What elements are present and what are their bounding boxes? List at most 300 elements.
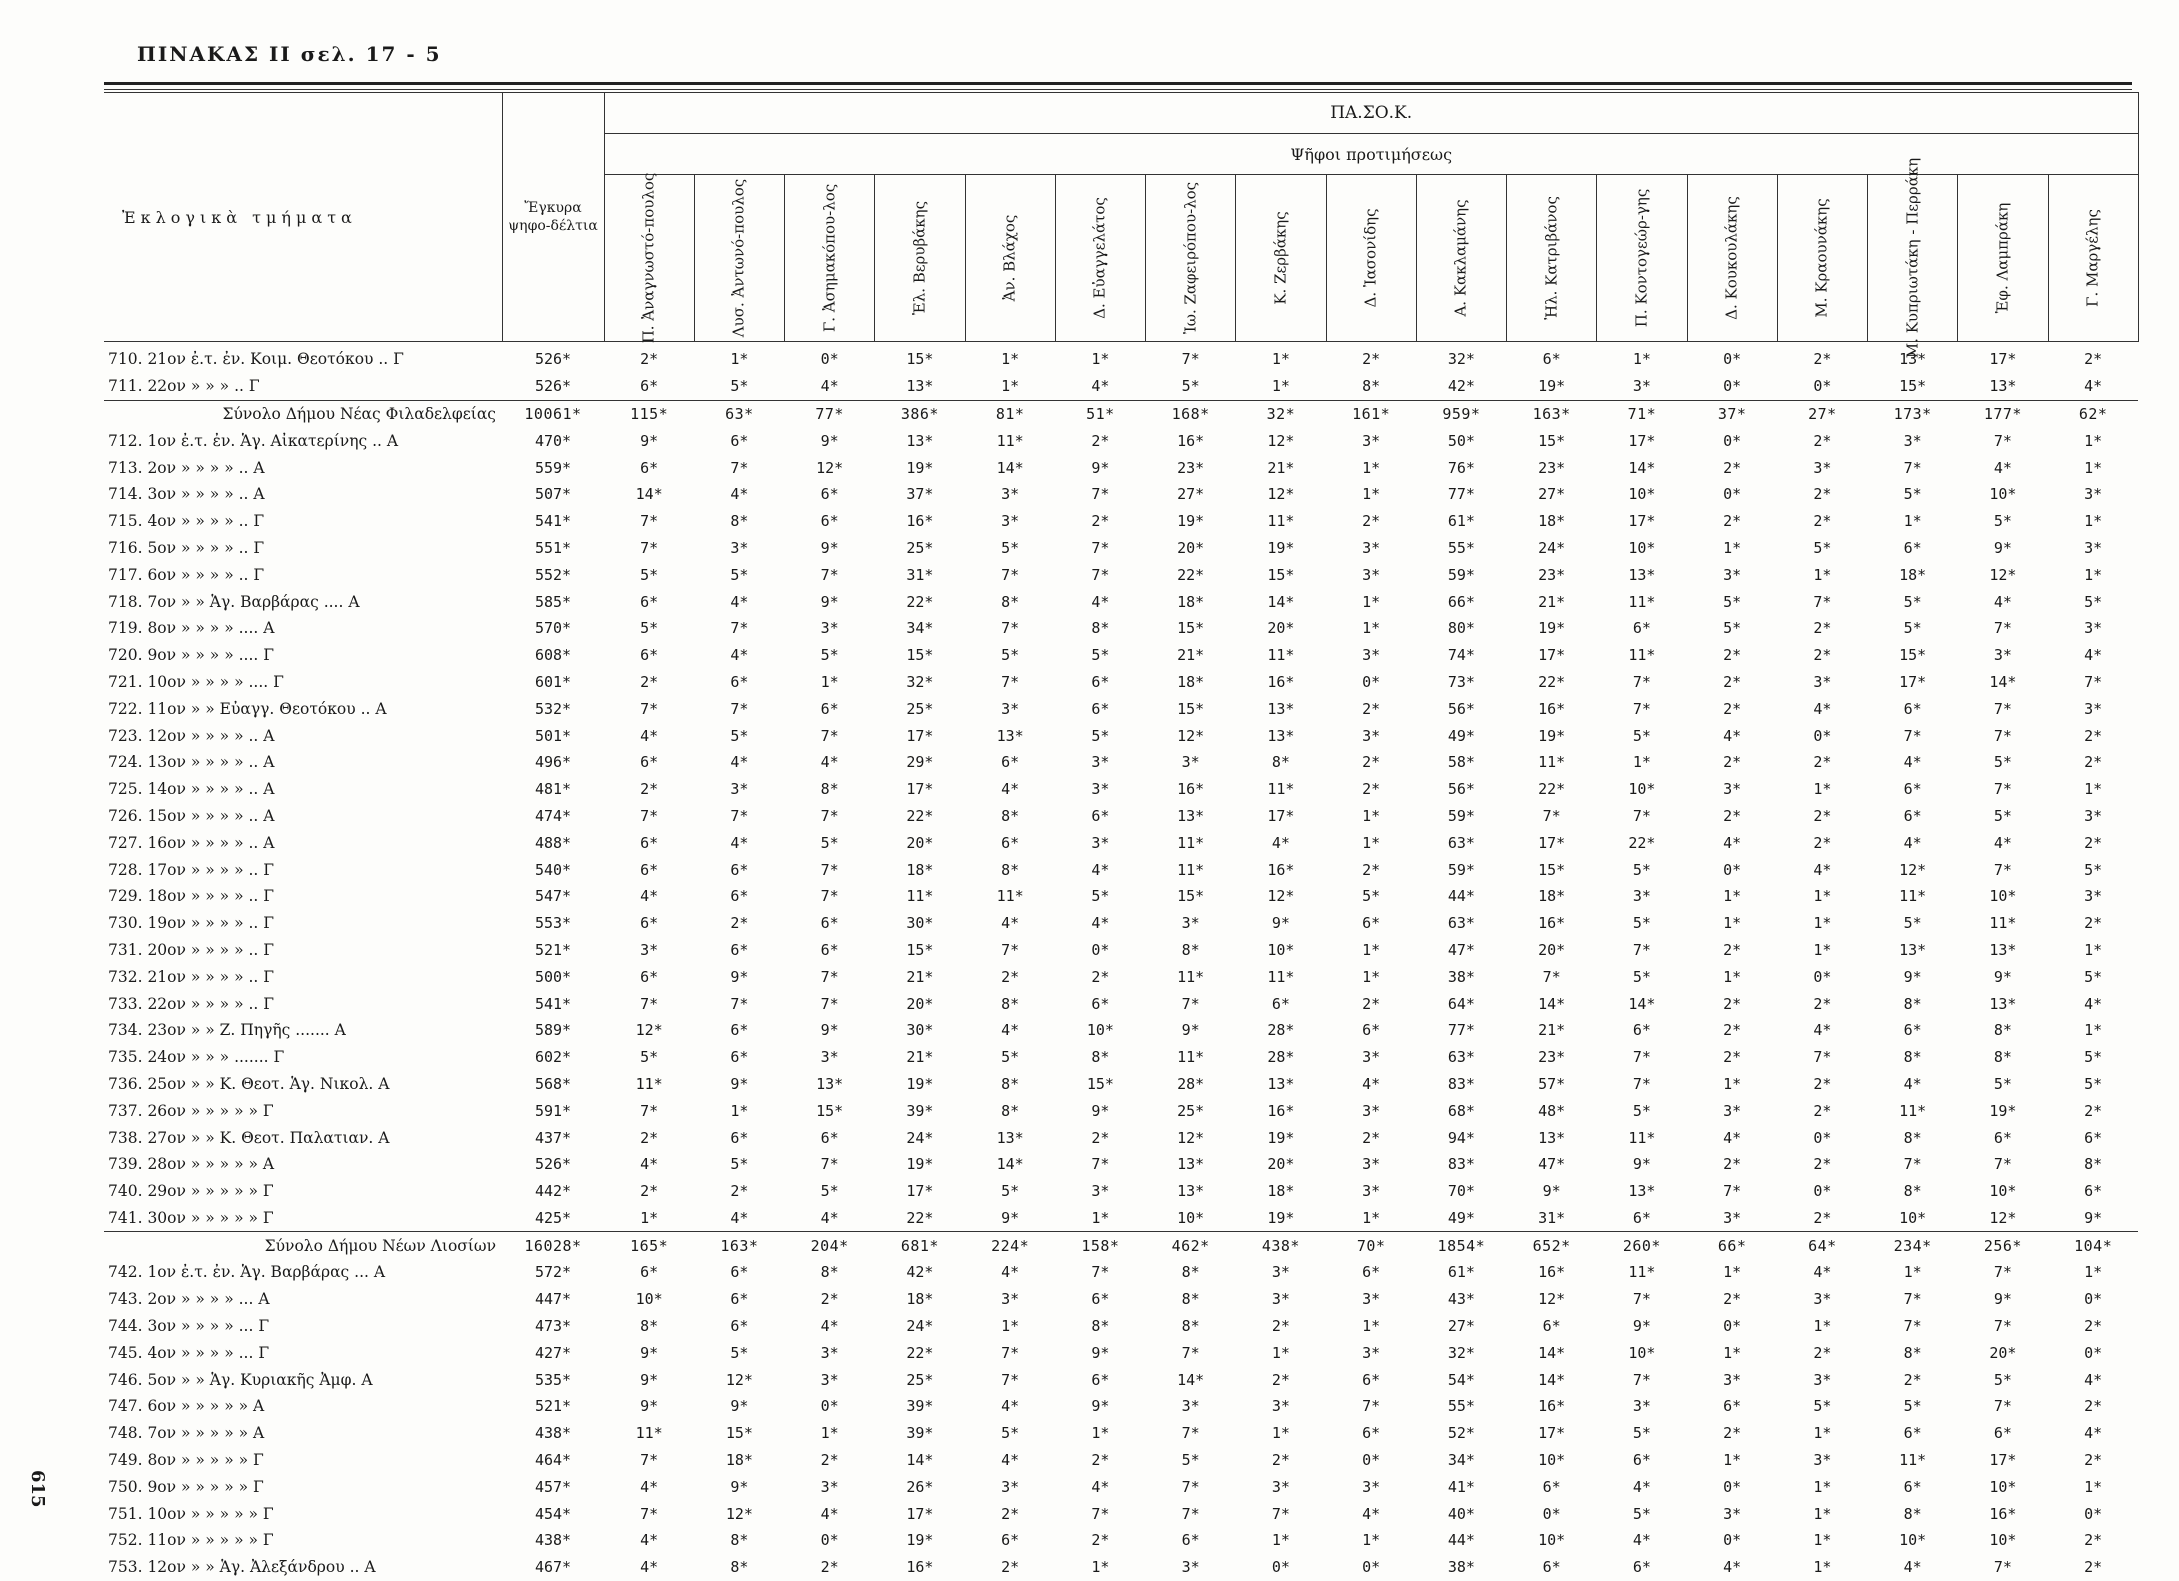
header-row-party (104, 93, 2138, 134)
preference-vote-cell: 8* (820, 780, 839, 799)
preference-vote-cell: 1* (1723, 887, 1742, 906)
preference-vote-cell: 55* (1447, 1397, 1475, 1416)
preference-vote-cell: 2* (640, 1182, 659, 1201)
preference-vote-cell: 4* (1993, 458, 2012, 477)
preference-vote-cell: 7* (1632, 806, 1651, 825)
section-label: 728. 17ον » » » » .. Γ (108, 860, 275, 879)
section-label: 738. 27ον » » Κ. Θεοτ. Παλατιαν. Α (108, 1128, 390, 1147)
table-row (104, 615, 2138, 642)
preference-vote-cell: 64* (1447, 994, 1475, 1013)
preference-vote-cell: 7* (1001, 1370, 1020, 1389)
preference-vote-cell: 68* (1447, 1101, 1475, 1120)
preference-vote-cell: 61* (1447, 512, 1475, 531)
preference-vote-cell: 1* (2084, 780, 2103, 799)
preference-vote-cell: 4* (1723, 833, 1742, 852)
preference-vote-cell: 7* (1091, 1504, 1110, 1523)
preference-vote-cell: 2* (1362, 350, 1381, 369)
candidate-header (604, 172, 694, 344)
preference-vote-cell: 7* (820, 887, 839, 906)
preference-vote-cell: 0* (1813, 967, 1832, 986)
preference-vote-cell: 5* (1632, 1424, 1651, 1443)
preference-vote-cell: 7* (640, 699, 659, 718)
preference-vote-cell: 19* (906, 1074, 934, 1093)
preference-vote-cell: 8* (730, 512, 749, 531)
preference-vote-cell: 4* (1813, 1021, 1832, 1040)
candidate-header (1146, 175, 1236, 342)
preference-vote-cell: 5* (640, 1048, 659, 1067)
preference-vote-cell: 1* (1362, 967, 1381, 986)
preference-vote-cell: 15* (1086, 1074, 1114, 1093)
preference-vote-cell: 13* (1538, 1128, 1566, 1147)
preference-vote-cell: 17* (1628, 512, 1656, 531)
preference-vote-cell: 11* (1899, 887, 1927, 906)
preference-vote-cell: 17* (906, 1504, 934, 1523)
preference-vote-cell: 4* (2084, 646, 2103, 665)
preference-vote-cell: 19* (906, 1155, 934, 1174)
table-row (104, 1017, 2138, 1044)
preference-vote-cell: 59* (1447, 565, 1475, 584)
valid-ballots-cell: 589* (534, 1021, 572, 1040)
preference-vote-cell: 168* (1171, 404, 1210, 423)
preference-vote-cell: 6* (1091, 1290, 1110, 1309)
preference-vote-cell: 23* (1538, 1048, 1566, 1067)
preference-vote-cell: 8* (1271, 753, 1290, 772)
preference-vote-cell: 6* (1632, 1558, 1651, 1577)
preference-vote-cell: 7* (1542, 967, 1561, 986)
table-row (104, 1313, 2138, 1340)
table-row (104, 856, 2138, 883)
preference-vote-cell: 2* (1001, 1558, 1020, 1577)
preference-vote-cell: 3* (1723, 1370, 1742, 1389)
preference-vote-cell: 0* (1723, 431, 1742, 450)
preference-vote-cell: 6* (820, 914, 839, 933)
preference-vote-cell: 5* (1001, 1182, 1020, 1201)
preference-vote-cell: 7* (730, 619, 749, 638)
preference-vote-cell: 61* (1447, 1263, 1475, 1282)
preference-vote-cell: 6* (1542, 1477, 1561, 1496)
preference-vote-cell: 83* (1447, 1155, 1475, 1174)
preference-vote-cell: 18* (1267, 1182, 1295, 1201)
preference-vote-cell: 5* (1181, 1451, 1200, 1470)
candidate-header (785, 175, 875, 342)
preference-vote-cell: 7* (1181, 1477, 1200, 1496)
preference-vote-cell: 2* (1091, 1531, 1110, 1550)
preference-vote-cell: 7* (1632, 699, 1651, 718)
preference-vote-cell: 6* (820, 485, 839, 504)
preference-vote-cell: 8* (1326, 373, 1416, 400)
table-row (104, 829, 2138, 856)
preference-vote-cell: 3* (1632, 887, 1651, 906)
preference-vote-cell: 2* (1813, 1074, 1832, 1093)
preference-vote-cell: 19* (1236, 1205, 1326, 1232)
preference-vote-cell: 7* (1542, 806, 1561, 825)
preference-vote-cell: 8* (1181, 1317, 1200, 1336)
preference-vote-cell: 6* (1903, 780, 1922, 799)
section-label: 735. 24ον » » » ....... Γ (108, 1048, 285, 1067)
preference-vote-cell: 12* (1989, 565, 2017, 584)
preference-vote-cell: 18* (725, 1451, 753, 1470)
preference-vote-cell: 11* (996, 887, 1024, 906)
preference-vote-cell: 10* (1628, 1343, 1656, 1362)
preference-vote-cell: 3* (1181, 1558, 1200, 1577)
page-number: 615 (27, 1470, 48, 1508)
preference-vote-cell: 0* (820, 350, 839, 369)
preference-vote-cell: 5* (640, 565, 659, 584)
preference-vote-cell: 1* (1813, 1317, 1832, 1336)
preference-vote-cell: 2* (1813, 1155, 1832, 1174)
preference-vote-cell: 7* (1091, 1263, 1110, 1282)
preference-vote-cell: 15* (906, 940, 934, 959)
preference-vote-cell: 9* (1091, 1397, 1110, 1416)
section-label: 747. 6ον » » » » » Α (108, 1397, 265, 1416)
preference-vote-cell: 224* (991, 1236, 1030, 1255)
preference-vote-cell: 1* (1271, 1343, 1290, 1362)
preference-vote-cell: 77* (1447, 485, 1475, 504)
section-label: 743. 2ον » » » » ... Α (108, 1290, 270, 1309)
preference-vote-cell: 37* (1717, 404, 1747, 423)
preference-vote-cell: 256* (1983, 1236, 2022, 1255)
preference-vote-cell: 5* (1903, 619, 1922, 638)
preference-vote-cell: 21* (906, 1048, 934, 1067)
preference-vote-cell: 7* (1632, 1074, 1651, 1093)
preference-vote-cell: 11* (1177, 833, 1205, 852)
preference-vote-cell: 7* (1632, 672, 1651, 691)
valid-ballots-cell: 474* (534, 806, 572, 825)
preference-vote-cell: 7* (1271, 1504, 1290, 1523)
preference-vote-cell: 5* (1903, 485, 1922, 504)
preference-vote-cell: 19* (1538, 619, 1566, 638)
preference-vote-cell: 1* (965, 373, 1055, 400)
preference-vote-cell: 6* (1597, 1205, 1687, 1232)
preference-vote-cell: 6* (1001, 1531, 1020, 1550)
preference-vote-cell: 165* (630, 1236, 669, 1255)
preference-vote-cell: 2* (1723, 1424, 1742, 1443)
preference-vote-cell: 14* (996, 1155, 1024, 1174)
preference-vote-cell: 3* (2084, 887, 2103, 906)
preference-vote-cell: 24* (1538, 538, 1566, 557)
page-header: ΠΙΝΑΚΑΣ ΙΙ σελ. 17 - 5 (137, 42, 442, 66)
preference-vote-cell: 8* (1181, 1290, 1200, 1309)
preference-vote-cell: 5* (2084, 967, 2103, 986)
preference-vote-cell: 7* (1001, 940, 1020, 959)
preference-vote-cell: 0* (1271, 1558, 1290, 1577)
preference-vote-cell: 6* (820, 699, 839, 718)
valid-ballots-cell: 547* (534, 887, 572, 906)
preference-vote-cell: 8* (1001, 592, 1020, 611)
preference-vote-cell: 6* (640, 753, 659, 772)
preference-vote-cell: 1* (1271, 1531, 1290, 1550)
preference-vote-cell: 4* (1091, 914, 1110, 933)
preference-vote-cell: 24* (906, 1128, 934, 1147)
preference-vote-cell: 31* (906, 565, 934, 584)
preference-vote-cell: 18* (1177, 672, 1205, 691)
preference-vote-cell: 2* (1813, 833, 1832, 852)
preference-vote-cell: 11* (635, 1424, 663, 1443)
candidate-header (1055, 175, 1145, 342)
preference-vote-cell: 3* (1362, 1343, 1381, 1362)
preference-vote-cell: 1* (1362, 1317, 1381, 1336)
valid-ballots-cell: 608* (534, 646, 572, 665)
preference-vote-cell: 55* (1447, 538, 1475, 557)
preference-vote-cell: 12* (1177, 726, 1205, 745)
preference-vote-cell: 12* (1267, 887, 1295, 906)
preference-vote-cell: 13* (1989, 940, 2017, 959)
section-label: 749. 8ον » » » » » Γ (108, 1451, 264, 1470)
valid-ballots-cell: 496* (534, 753, 572, 772)
valid-ballots-cell: 532* (534, 699, 572, 718)
section-label: 730. 19ον » » » » .. Γ (108, 914, 275, 933)
preference-vote-cell: 6* (730, 1128, 749, 1147)
preference-vote-cell: 6* (1903, 1424, 1922, 1443)
preference-vote-cell: 15* (906, 350, 934, 369)
preference-vote-cell: 94* (1447, 1128, 1475, 1147)
table-row (104, 1527, 2138, 1554)
preference-vote-cell: 1* (1271, 350, 1290, 369)
preference-vote-cell: 14* (1989, 672, 2017, 691)
preference-vote-cell: 3* (820, 1048, 839, 1067)
candidate-name: Ἐλ. Βερυβάκης (910, 200, 929, 316)
preference-vote-cell: 17* (1899, 672, 1927, 691)
preference-vote-cell: 20* (1267, 619, 1295, 638)
section-label: 732. 21ον » » » » .. Γ (108, 967, 275, 986)
preference-vote-cell: 13* (1177, 1155, 1205, 1174)
preference-vote-cell: 1* (1723, 1263, 1742, 1282)
preference-vote-cell: 7* (1181, 1504, 1200, 1523)
preference-vote-cell: 17* (906, 726, 934, 745)
preference-vote-cell: 73* (1447, 672, 1475, 691)
section-label: 719. 8ον » » » » .... Α (108, 619, 275, 638)
preference-vote-cell: 1* (1813, 780, 1832, 799)
section-label: 721. 10ον » » » » .... Γ (108, 672, 284, 691)
preference-vote-cell: 42* (1416, 373, 1506, 400)
preference-vote-cell: 15* (906, 646, 934, 665)
preference-vote-cell: 1* (1723, 967, 1742, 986)
preference-vote-cell: 8* (1091, 1317, 1110, 1336)
preference-vote-cell: 9* (965, 1205, 1055, 1232)
preference-vote-cell: 15* (1177, 699, 1205, 718)
preference-vote-cell: 6* (640, 1263, 659, 1282)
preference-vote-cell: 2* (1001, 1504, 1020, 1523)
preference-vote-cell: 1* (730, 1101, 749, 1120)
section-label: Σύνολο Δήμου Νέων Λιοσίων (264, 1236, 496, 1255)
valid-ballots-cell: 552* (534, 565, 572, 584)
preference-vote-cell: 3* (730, 538, 749, 557)
preference-vote-cell: 1* (2084, 940, 2103, 959)
preference-vote-cell: 20* (1177, 538, 1205, 557)
preference-vote-cell: 10* (1628, 538, 1656, 557)
preference-vote-cell: 7* (1091, 485, 1110, 504)
preference-vote-cell: 4* (640, 726, 659, 745)
table-row (104, 1151, 2138, 1178)
preference-vote-cell: 1* (1001, 1317, 1020, 1336)
preference-vote-cell: 12* (1267, 431, 1295, 450)
top-rule-thin (104, 89, 2132, 90)
valid-ballots-cell: 438* (534, 1531, 572, 1550)
preference-vote-cell: 681* (900, 1236, 939, 1255)
preference-vote-cell: 4* (1001, 780, 1020, 799)
preference-vote-cell: 4* (730, 592, 749, 611)
preference-vote-cell: 15* (1538, 860, 1566, 879)
preference-vote-cell: 8* (730, 1558, 749, 1577)
preference-vote-cell: 9* (2048, 1205, 2138, 1232)
preference-vote-cell: 12* (725, 1504, 753, 1523)
preference-vote-cell: 6* (1993, 1128, 2012, 1147)
preference-vote-cell: 1* (604, 1205, 694, 1232)
preference-vote-cell: 2* (2084, 1397, 2103, 1416)
preference-vote-cell: 11* (1177, 967, 1205, 986)
preference-vote-cell: 2* (1723, 1155, 1742, 1174)
preference-vote-cell: 3* (1091, 833, 1110, 852)
preference-vote-cell: 5* (1903, 914, 1922, 933)
preference-vote-cell: 9* (640, 1397, 659, 1416)
candidate-name: Ἠλ. Κατριβάνος (1542, 196, 1561, 320)
preference-vote-cell: 9* (640, 1370, 659, 1389)
preference-vote-cell: 32* (906, 672, 934, 691)
valid-ballots-cell: 521* (534, 940, 572, 959)
preference-vote-cell: 4* (1723, 726, 1742, 745)
preference-vote-cell: 22* (875, 1205, 965, 1232)
preference-vote-cell: 0* (1723, 350, 1742, 369)
preference-vote-cell: 7* (1993, 860, 2012, 879)
valid-ballots-cell: 591* (534, 1101, 572, 1120)
preference-vote-cell: 4* (820, 1504, 839, 1523)
preference-vote-cell: 9* (1632, 1155, 1651, 1174)
preference-vote-cell: 6* (1362, 1263, 1381, 1282)
preference-vote-cell: 1* (1723, 914, 1742, 933)
preference-vote-cell: 5* (1723, 592, 1742, 611)
table-row (104, 1473, 2138, 1500)
preference-vote-cell: 17* (1989, 1451, 2017, 1470)
preference-vote-cell: 1* (1723, 538, 1742, 557)
table-row (104, 454, 2138, 481)
preference-vote-cell: 3* (1813, 1290, 1832, 1309)
preference-vote-cell: 652* (1532, 1236, 1571, 1255)
preference-vote-cell: 3* (2084, 619, 2103, 638)
valid-ballots-cell: 10061* (524, 404, 582, 423)
preference-vote-cell: 6* (730, 860, 749, 879)
preference-vote-cell: 17* (1538, 833, 1566, 852)
preference-vote-cell: 4* (640, 1155, 659, 1174)
preference-vote-cell: 0* (1687, 373, 1777, 400)
preference-vote-cell: 37* (906, 485, 934, 504)
section-label: 736. 25ον » » Κ. Θεοτ. Ἁγ. Νικολ. Α (108, 1074, 390, 1093)
preference-vote-cell: 7* (1632, 1370, 1651, 1389)
preference-vote-cell: 1* (820, 1424, 839, 1443)
preference-vote-cell: 3* (1362, 565, 1381, 584)
preference-vote-cell: 0* (1723, 1477, 1742, 1496)
section-label: 753. 12ον » » Ἁγ. Ἀλεξάνδρου .. Α (108, 1558, 376, 1577)
table-row (104, 1259, 2138, 1286)
preference-vote-cell: 2* (2084, 833, 2103, 852)
preference-vote-cell: 20* (1538, 940, 1566, 959)
preference-vote-cell: 3* (1723, 1101, 1742, 1120)
preference-vote-cell: 8* (730, 1531, 749, 1550)
preference-vote-cell: 3* (1091, 780, 1110, 799)
preference-vote-cell: 5* (2084, 592, 2103, 611)
preference-vote-cell: 3* (1813, 458, 1832, 477)
preference-vote-cell: 6* (1632, 1021, 1651, 1040)
preference-vote-cell: 10* (1628, 485, 1656, 504)
preference-vote-cell: 6* (1903, 806, 1922, 825)
preference-vote-cell: 17* (1989, 350, 2017, 369)
preference-vote-cell: 10* (1899, 1531, 1927, 1550)
preference-vote-cell: 66* (1717, 1236, 1747, 1255)
valid-ballots-cell: 526* (502, 373, 604, 400)
preference-vote-cell: 7* (1993, 699, 2012, 718)
candidate-name: Ἀν. Βλάχος (1000, 214, 1019, 302)
preference-vote-cell: 19* (1177, 512, 1205, 531)
preference-vote-cell: 10* (1086, 1021, 1114, 1040)
section-label: 741. 30ον » » » » » Γ (104, 1205, 502, 1232)
preference-vote-cell: 4* (2084, 1370, 2103, 1389)
preference-vote-cell: 0* (1813, 1128, 1832, 1147)
section-label: 751. 10ον » » » » » Γ (108, 1504, 274, 1523)
preference-vote-cell: 5* (1001, 1424, 1020, 1443)
preference-vote-cell: 3* (640, 940, 659, 959)
preference-vote-cell: 4* (2084, 1424, 2103, 1443)
preference-vote-cell: 10* (1989, 1182, 2017, 1201)
section-label: 733. 22ον » » » » .. Γ (108, 994, 275, 1013)
votes-table (104, 92, 2139, 1581)
preference-vote-cell: 7* (1181, 1343, 1200, 1362)
section-label: 718. 7ον » » Ἁγ. Βαρβάρας .... Α (108, 592, 360, 611)
preference-vote-cell: 5* (1993, 806, 2012, 825)
preference-vote-cell: 9* (1993, 967, 2012, 986)
candidate-header (1687, 175, 1777, 342)
preference-vote-cell: 3* (1362, 1048, 1381, 1067)
preference-vote-cell: 6* (730, 672, 749, 691)
candidate-header (1507, 175, 1597, 342)
preference-vote-cell: 7* (640, 512, 659, 531)
preference-vote-cell: 7* (640, 538, 659, 557)
preference-vote-cell: 5* (1723, 619, 1742, 638)
preference-vote-cell: 21* (906, 967, 934, 986)
preference-vote-cell: 23* (1177, 458, 1205, 477)
preference-vote-cell: 1854* (1437, 1236, 1486, 1255)
preference-vote-cell: 0* (2084, 1343, 2103, 1362)
preference-vote-cell: 64* (1808, 1236, 1837, 1255)
preference-vote-cell: 15* (1899, 646, 1927, 665)
preference-vote-cell: 2* (1777, 1205, 1867, 1232)
table-row (104, 561, 2138, 588)
section-label: 742. 1ον ἐ.τ. ἐν. Ἁγ. Βαρβάρας ... Α (108, 1263, 386, 1282)
preference-vote-cell: 9* (1091, 1101, 1110, 1120)
preference-vote-cell: 959* (1442, 404, 1481, 423)
preference-vote-cell: 1* (1362, 940, 1381, 959)
candidate-header (1958, 175, 2048, 342)
preference-vote-cell: 2* (1813, 753, 1832, 772)
valid-ballots-cell: 602* (534, 1048, 572, 1067)
preference-vote-cell: 16* (1267, 860, 1295, 879)
preference-vote-cell: 7* (1632, 1048, 1651, 1067)
table-row (104, 990, 2138, 1017)
candidate-name: Δ. Κουκουλάκης (1722, 196, 1741, 320)
preference-vote-cell: 7* (1813, 592, 1832, 611)
section-label: 727. 16ον » » » » .. Α (108, 833, 275, 852)
section-label: 723. 12ον » » » » .. Α (108, 726, 275, 745)
preference-vote-cell: 2* (1091, 967, 1110, 986)
section-label: 740. 29ον » » » » » Γ (108, 1182, 274, 1201)
preference-vote-cell: 20* (906, 994, 934, 1013)
section-label: 712. 1ον ἐ.τ. ἐν. Ἁγ. Αἰκατερίνης .. Α (108, 431, 399, 450)
preference-vote-cell: 8* (1001, 1074, 1020, 1093)
preference-vote-cell: 7* (1903, 726, 1922, 745)
preference-vote-cell: 10* (1146, 1205, 1236, 1232)
preference-vote-cell: 7* (1091, 1155, 1110, 1174)
preference-vote-cell: 2* (2084, 726, 2103, 745)
preference-vote-cell: 0* (1091, 940, 1110, 959)
preference-vote-cell: 5* (1632, 860, 1651, 879)
